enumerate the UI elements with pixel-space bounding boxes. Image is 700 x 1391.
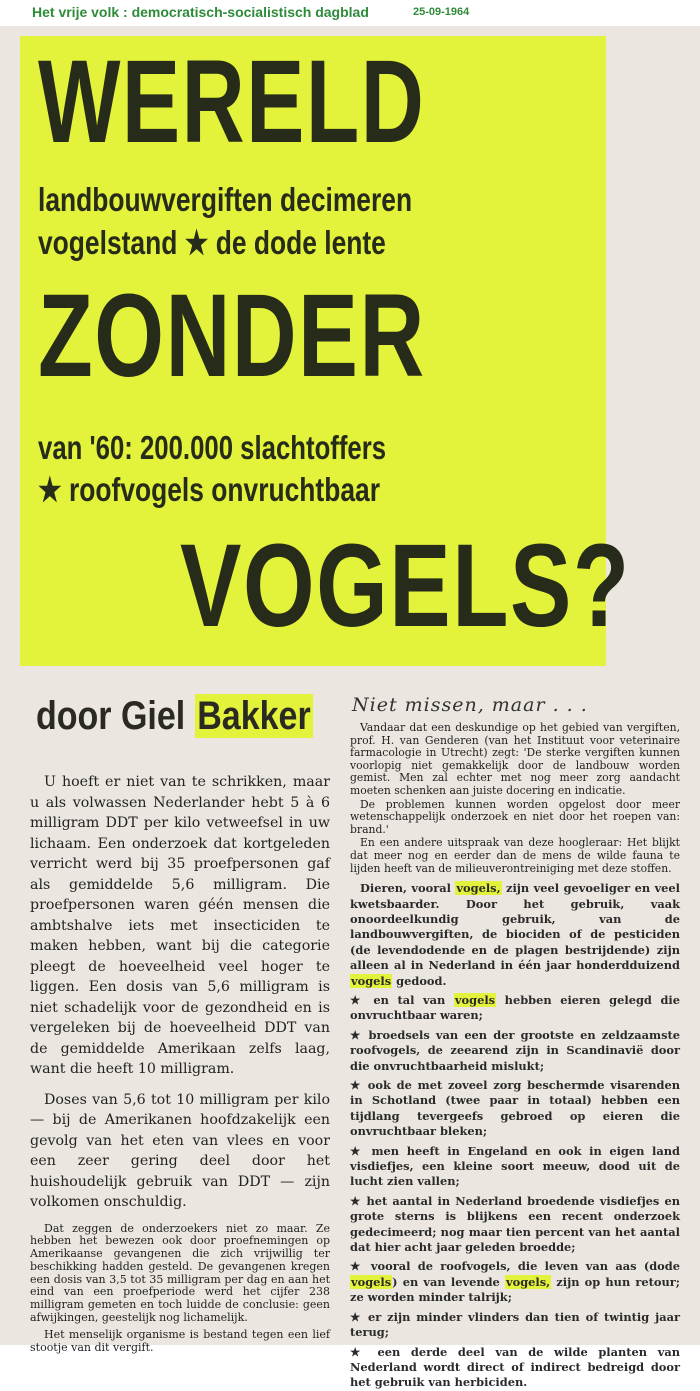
article-paragraph: Vandaar dat een deskundige op het gebied van vergiften, prof. H. van Genderen (van het Instituut voor veterinaire farmacologie in Utrecht) zegt: 'De sterke vergiften kunnen voorlopig niet gemakkelijk door de landbouw worden gemist. Men zal echter met nog meer zorg aandacht moeten schenken aan juiste docering en indicatie. [350,721,680,797]
list-item: ★ vooral de roofvogels, die leven van aas (dode vogels) en van levende vogels, zijn op hun retour; ze worden minder talrijk; [350,1259,680,1305]
publication-header [0,0,700,26]
section-heading: Niet missen, maar . . . [352,694,588,716]
subheadline-1: landbouwvergiften decimeren [38,181,413,218]
highlight-vogels: vogels, [505,1274,551,1289]
byline-prefix: door Giel [36,694,186,738]
highlight-vogels: vogels [454,992,496,1007]
article-paragraph: Dat zeggen de onderzoekers niet zo maar. Ze hebben het bewezen ook door proefnemingen op Amerikaanse gevangenen die zich vrijwillig ter beschikking hadden gesteld. De gevangenen kregen een dosis van 3,5 tot 35 milligram per dag en aan het eind van een proefperiode werd het cijfer 238 milligram gemeten en toch luidde de conclusie: geen afwijkingen, geestelijk nog lichamelijk. [30,1221,330,1325]
article-paragraph: Dieren, vooral vogels, zijn veel gevoeliger en veel kwetsbaarder. Door het gebruik, vaak onoordeelkundig gebruik, van de landbouwvergiften, de biociden of de pesticiden (de levendodende en de plagen bestrijdende) zijn alleen al in Nederland in één jaar honderdduizend vogels gedood. [350,881,681,988]
headline-banner [20,36,631,666]
byline [36,694,313,739]
headline-word-wereld: WERELD [38,36,426,168]
article-right-column [350,694,680,1391]
subheadline-2: vogelstand ★ de dode lente [38,224,386,261]
list-item: ★ een derde deel van de wilde planten van Nederland wordt direct of indirect bedreigd door het gebruik van herbiciden. [350,1344,680,1390]
headline-word-vogels: VOGELS? [180,520,631,652]
article-paragraph: Het menselijk organisme is bestand tegen een lief stootje van dit vergift. [30,1327,330,1354]
list-item: ★ broedsels van een der grootste en zeldzaamste roofvogels, de zeearend zijn in Scandinavië door die onvruchtbaarheid mislukt; [350,1027,680,1073]
list-item: ★ er zijn minder vlinders dan tien of twintig jaar terug; [350,1309,680,1340]
publication-title: Het vrije volk : democratisch-socialistisch dagblad [32,4,369,20]
list-item: ★ men heeft in Engeland en ook in eigen land visdiefjes, een kleine soort meeuw, dood uit de lucht zien vallen; [350,1143,680,1189]
article-left-column [30,772,330,1358]
subheadline-4: ★ roofvogels onvruchtbaar [38,471,380,508]
list-item: ★ het aantal in Nederland broedende visdiefjes en grote sterns is blijkens een recent onderzoek gedecimeerd; nog maar tien percent van het aantal dat hier acht jaar geleden broedde; [350,1193,680,1255]
article-paragraph: U hoeft er niet van te schrikken, maar u als volwassen Nederlander hebt 5 à 6 milligram DDT per kilo vetweefsel in uw lichaam. Een onderzoek dat kortgeleden verricht werd bij 35 proefpersonen gaf als gemiddelde 5,6 milligram. Die proefpersonen waren géén mensen die ambtshalve iets met insecticiden te maken hebben, want bij die categorie pleegt de hoeveelheid veel hoger te liggen. Een dosis van 5,6 milligram is niet schadelijk voor de gezondheid en is vergeleken bij de hoeveelheid DDT van de gemiddelde Amerikaan zelfs laag, want die heeft 10 milligram. [30,774,330,1077]
highlight-vogels: vogels [351,1274,392,1289]
list-item: ★ ook de met zoveel zorg beschermde visarenden in Schotland (twee paar in totaal) hebben een tijdlang tevergeefs gebroed op eieren die onvruchtbaar bleken; [350,1078,680,1139]
article-paragraph: De problemen kunnen worden opgelost door meer wetenschappelijk onderzoek en niet door het roepen van: brand.' [350,797,680,836]
article-paragraph: En een andere uitspraak van deze hoogleraar: Het blijkt dat meer nog en eerder dan de mens de wilde fauna te lijden heeft van de milieuverontreiniging met deze stoffen. [350,836,680,875]
newspaper-clipping [0,26,700,1390]
highlight-vogels: vogels, [456,881,501,896]
list-item: ★ en tal van vogels hebben eieren gelegd die onvruchtbaar waren; [350,992,680,1023]
publication-date: 25-09-1964 [413,6,470,18]
headline-word-zonder: ZONDER [38,270,426,402]
subheadline-3: van '60: 200.000 slachtoffers [38,429,387,466]
article-paragraph: Doses van 5,6 tot 10 milligram per kilo — bij de Amerikanen hoofdzakelijk een gevolg van het eten van vlees en voor een zeer gering deel door het huishoudelijk gebruik van DDT — zijn volkomen onschuldig. [30,1091,330,1210]
highlight-vogels: vogels [351,973,392,988]
byline-author-name: Bakker [195,694,314,738]
